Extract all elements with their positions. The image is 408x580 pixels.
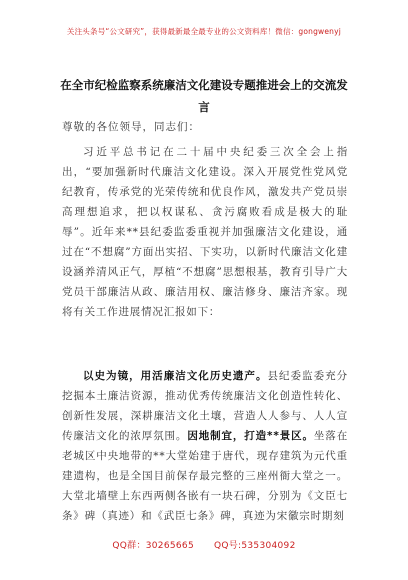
footer-qq-number: QQ号:535304092 <box>213 541 296 551</box>
paragraph-2 <box>62 366 348 526</box>
paragraph-1: 习近平总书记在二十届中央纪委三次全会上指出，“要加强新时代廉洁文化建设。深入开展党性党风党纪教育，传承党的光荣传统和优良作风，激发共产党员崇高理想追求，把以权谋私、贪污腐败看成是极大的耻辱”。近年来**县纪委监委重视并加强廉洁文化建设，通过在“不想腐”方面出实招、下实功，以新时代廉洁文化建设涵养清风正气，厚植“不想腐”思想根基，教育引导广大党员干部廉洁从政、廉洁用权、廉洁修身、廉洁齐家。现将有关工作进展情况汇报如下： <box>62 146 348 318</box>
footer-contact <box>0 538 408 551</box>
paragraph-2-text-1: 县纪委监委充分挖掘本土廉洁资源，推动优秀传统廉洁文化创造性转化、创新性发展，深耕廉洁文化土壤，营造人人参与、人人宣传廉洁文化的浓厚氛围。 <box>62 370 348 442</box>
salutation: 尊敬的各位领导，同志们： <box>62 121 200 133</box>
footer-qq-group: QQ群：30265665 <box>112 541 194 551</box>
paragraph-2-text-2: 坐落在老城区中央地带的**大堂始建于唐代，现存建筑为元代重建遗构，也是全国目前保存最完整的三座州衙大堂之一。大堂北墙壁上东西两侧各嵌有一块石碑，分别为《文臣七条》碑（真迹）和《武臣七条》碑，真迹为宋徽宗时期刻 <box>62 430 348 522</box>
document-title: 在全市纪检监察系统廉洁文化建设专题推进会上的交流发言 <box>60 78 348 114</box>
header-banner: 关注头条号“公文研究”，获得最新最全最专业的公文资料库！微信：gongwenyj <box>66 27 342 36</box>
paragraph-2-heading-1: 以史为镜，用活廉洁文化历史遗产。 <box>83 370 268 382</box>
paragraph-2-heading-2: 因地制宜，打造**景区。 <box>187 430 314 442</box>
